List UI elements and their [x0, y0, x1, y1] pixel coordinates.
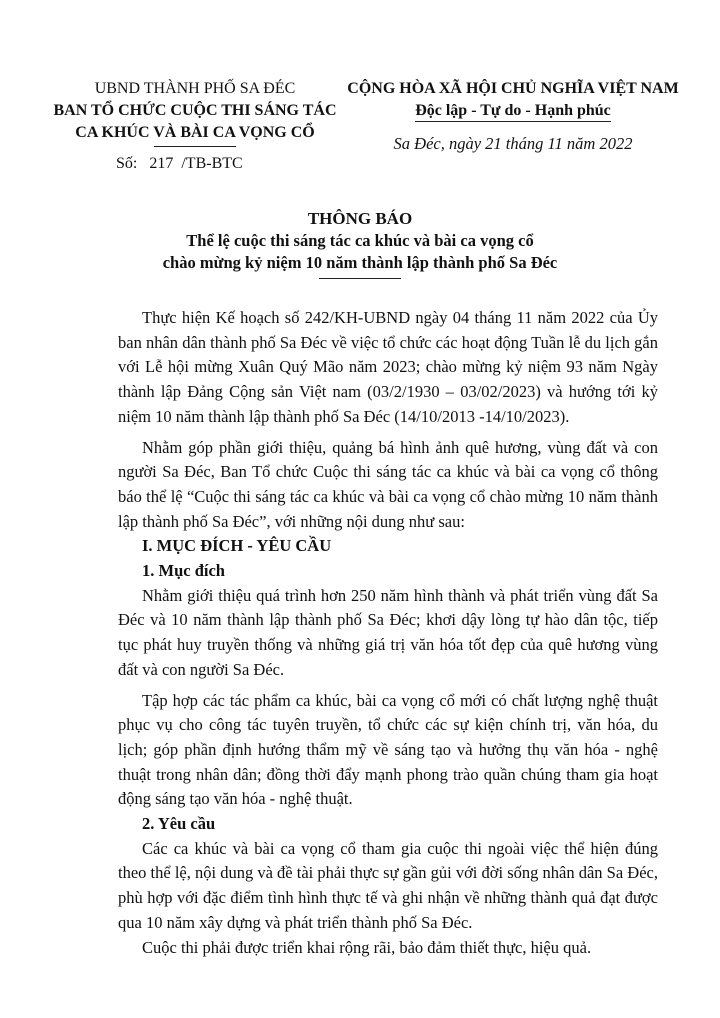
authority-underline: [154, 146, 236, 147]
document-title-block: [0, 208, 720, 279]
national-header: [338, 78, 688, 155]
paragraph-6: Cuộc thi phải được triển khai rộng rãi, bảo đảm thiết thực, hiệu quả.: [142, 937, 592, 957]
authority-line-1: UBND THÀNH PHỐ SA ĐÉC: [94, 80, 296, 97]
issuing-authority: [50, 78, 340, 147]
document-title: THÔNG BÁO: [307, 209, 413, 228]
paragraph-4: Tập hợp các tác phẩm ca khúc, bài ca vọng cổ mới có chất lượng nghệ thuật phục vụ cho công tác tuyên truyền, tổ chức các sự kiện chính trị, văn hóa, du lịch; góp phần định hướng thẩm mỹ về sáng tạo và hưởng thụ văn hóa - nghệ thuật trong nhân dân; đồng thời đẩy mạnh phong trào quần chúng tham gia hoạt động sáng tạo văn hóa - nghệ thuật.: [118, 690, 658, 809]
document-number: Số: 217 /TB-BTC: [116, 155, 243, 172]
authority-line-2: BAN TỔ CHỨC CUỘC THI SÁNG TÁC: [53, 102, 337, 119]
paragraph-1: Thực hiện Kế hoạch số 242/KH-UBND ngày 04 tháng 11 năm 2022 của Ủy ban nhân dân thành phố Sa Đéc về việc tổ chức các hoạt động Tuần lễ du lịch gắn với Lễ hội mừng Xuân Quý Mão năm 2023; chào mừng kỷ niệm 93 năm Ngày thành lập Đảng Cộng sản Việt nam (03/2/1930 – 03/02/2023) và hướng tới kỷ niệm 10 năm thành lập thành phố Sa Đéc (14/10/2013 -14/10/2023).: [118, 308, 658, 426]
paragraph-2: Nhằm góp phần giới thiệu, quảng bá hình ảnh quê hương, vùng đất và con người Sa Đéc, Ban Tổ chức Cuộc thi sáng tác ca khúc và bài ca vọng cổ thông báo thể lệ “Cuộc thi sáng tác ca khúc và bài ca vọng cổ chào mừng 10 năm thành lập thành phố Sa Đéc”, với những nội dung như sau:: [118, 437, 658, 531]
paragraph-3: Nhằm giới thiệu quá trình hơn 250 năm hình thành và phát triển vùng đất Sa Đéc và 10 năm thành lập thành phố Sa Đéc; khơi dậy lòng tự hào dân tộc, tiếp tục phát huy truyền thống và những giá trị văn hóa tốt đẹp của quê hương vùng đất và con người Sa Đéc.: [118, 585, 658, 679]
title-underline: [319, 278, 401, 279]
authority-line-3: CA KHÚC VÀ BÀI CA VỌNG CỔ: [75, 124, 315, 141]
document-subtitle-1: Thể lệ cuộc thi sáng tác ca khúc và bài ca vọng cổ: [186, 231, 534, 250]
issue-date: Sa Đéc, ngày 21 tháng 11 năm 2022: [393, 134, 633, 153]
document-subtitle-2: chào mừng kỷ niệm 10 năm thành lập thành phố Sa Đéc: [162, 253, 558, 272]
section-heading-1: I. MỤC ĐÍCH - YÊU CẦU: [142, 536, 332, 556]
national-motto: Độc lập - Tự do - Hạnh phúc: [415, 101, 611, 122]
nation-name: CỘNG HÒA XÃ HỘI CHỦ NGHĨA VIỆT NAM: [347, 80, 679, 97]
subsection-heading-requirements: 2. Yêu cầu: [142, 814, 216, 834]
document-body: [118, 306, 658, 960]
subsection-heading-purpose: 1. Mục đích: [142, 561, 225, 581]
paragraph-5: Các ca khúc và bài ca vọng cổ tham gia cuộc thi ngoài việc thể hiện đúng theo thể lệ, nội dung và đề tài phải thực sự gần gủi với đời sống nhân dân Sa Đéc, phù hợp với đặc điểm tình hình thực tế và ghi nhận về những thành quả đạt được qua 10 năm xây dựng và phát triển thành phố Sa Đéc.: [118, 838, 658, 932]
